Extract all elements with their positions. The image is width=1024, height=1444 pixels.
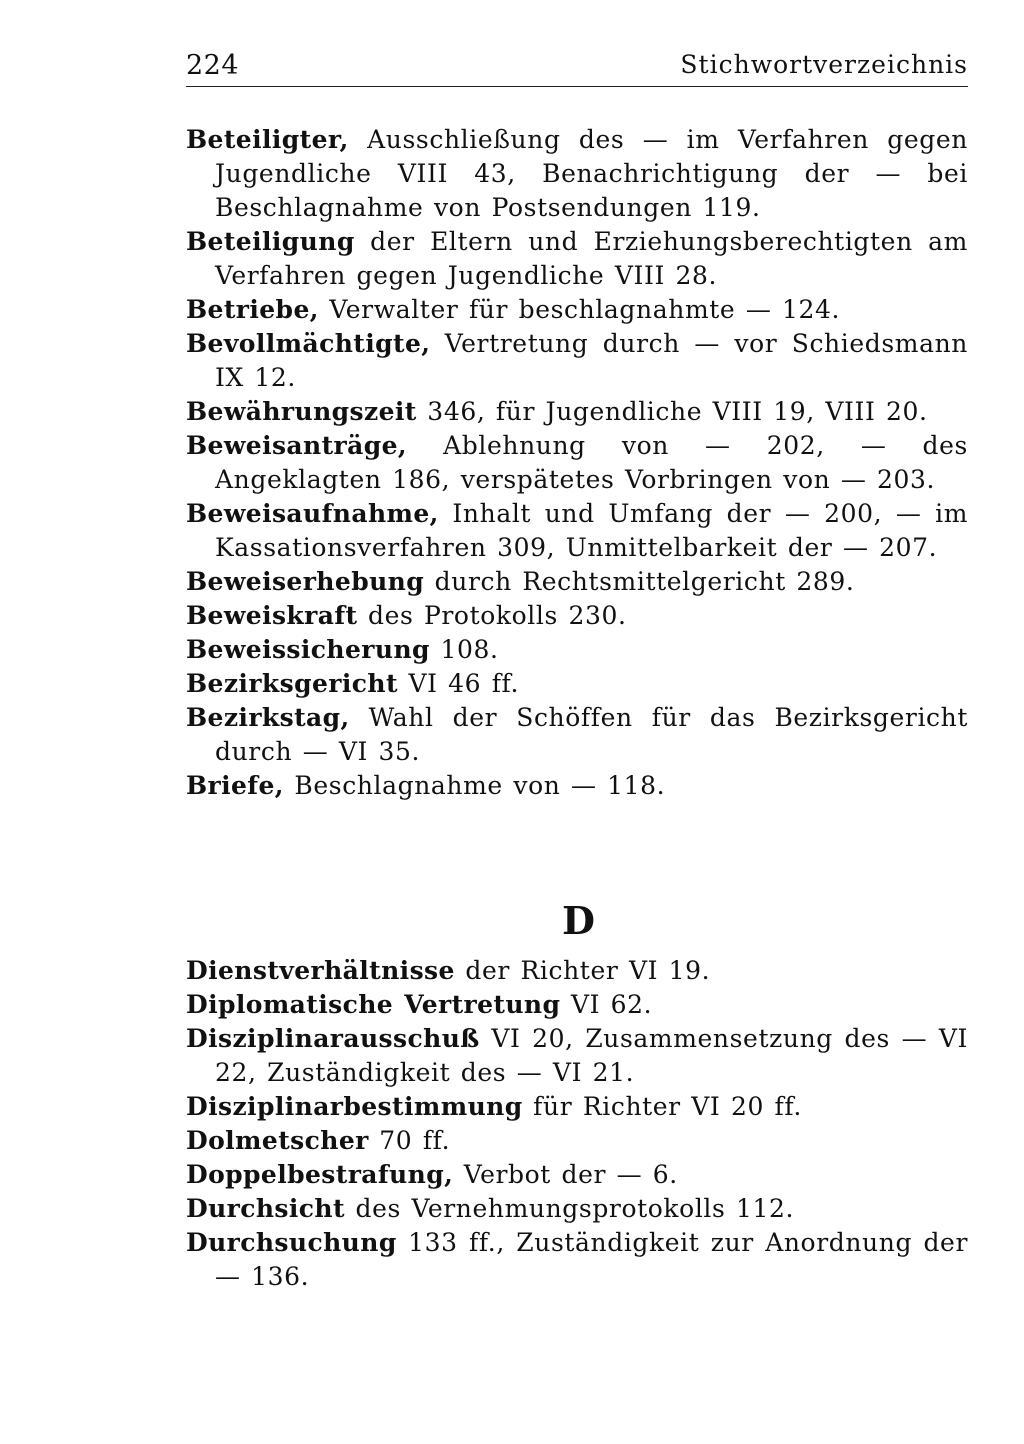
index-entry: [186, 633, 968, 667]
index-text: Vertretung durch — vor Schiedsmann IX 12.: [215, 329, 968, 392]
section-letter-d: D: [562, 898, 595, 943]
index-entry: [186, 599, 968, 633]
index-term: Bewährungszeit: [186, 397, 417, 426]
index-term: Beteiligung: [186, 227, 355, 256]
index-text: 346, für Jugendliche VIII 19, VIII 20.: [416, 397, 928, 426]
index-text: Ablehnung von — 202, — des Angeklagten 186, verspätetes Vorbringen von — 203.: [215, 431, 968, 494]
index-text: Verwalter für beschlagnahmte — 124.: [318, 295, 841, 324]
index-term: Disziplinarbestimmung: [186, 1092, 523, 1121]
index-entry: [186, 667, 968, 701]
index-entry: [186, 954, 968, 988]
index-text: des Protokolls 230.: [357, 601, 627, 630]
index-term: Durchsuchung: [186, 1228, 397, 1257]
index-text: Verbot der — 6.: [453, 1160, 678, 1189]
index-entry: [186, 293, 968, 327]
section-d-entries: [186, 954, 968, 1294]
index-term: Diplomatische Vertretung: [186, 990, 561, 1019]
index-term: Beweisanträge,: [186, 431, 408, 460]
index-entry: [186, 1226, 968, 1294]
index-entry: [186, 1124, 968, 1158]
index-term: Durchsicht: [186, 1194, 345, 1223]
index-term: Beteiligter,: [186, 125, 349, 154]
index-text: der Richter VI 19.: [454, 956, 711, 985]
index-text: Inhalt und Umfang der — 200, — im Kassationsverfahren 309, Unmittelbarkeit der — 207.: [215, 499, 968, 562]
index-term: Dolmetscher: [186, 1126, 369, 1155]
index-text: VI 62.: [560, 990, 653, 1019]
index-entry: [186, 429, 968, 497]
index-entry: [186, 769, 968, 803]
index-term: Disziplinarausschuß: [186, 1024, 480, 1053]
index-text: des Vernehmungsprotokolls 112.: [344, 1194, 795, 1223]
index-text: Beschlagnahme von — 118.: [283, 771, 666, 800]
index-term: Bezirkstag,: [186, 703, 350, 732]
index-term: Beweiskraft: [186, 601, 358, 630]
index-entry: [186, 225, 968, 293]
index-entry: [186, 395, 968, 429]
index-entry: [186, 988, 968, 1022]
index-entry: [186, 565, 968, 599]
index-text: VI 46 ff.: [397, 669, 520, 698]
index-term: Briefe,: [186, 771, 284, 800]
index-term: Beweisaufnahme,: [186, 499, 439, 528]
index-text: VI 20, Zusammensetzung des — VI 22, Zuständigkeit des — VI 21.: [215, 1024, 968, 1087]
index-text: der Eltern und Erziehungsberechtigten am Verfahren gegen Jugendliche VIII 28.: [215, 227, 968, 290]
page-header: [186, 44, 968, 87]
index-entry: [186, 701, 968, 769]
index-text: 70 ff.: [368, 1126, 451, 1155]
index-term: Bevollmächtigte,: [186, 329, 431, 358]
index-entry: [186, 1192, 968, 1226]
index-term: Bezirksgericht: [186, 669, 398, 698]
index-text: für Richter VI 20 ff.: [522, 1092, 802, 1121]
index-entry: [186, 123, 968, 225]
index-text: Ausschließung des — im Verfahren gegen Jugendliche VIII 43, Benachrichtigung der — bei Beschlagnahme von Postsendungen 119.: [215, 125, 968, 222]
index-text: durch Rechtsmittelgericht 289.: [424, 567, 855, 596]
index-entry: [186, 497, 968, 565]
index-term: Beweiserhebung: [186, 567, 425, 596]
index-entry: [186, 327, 968, 395]
index-entry: [186, 1090, 968, 1124]
section-b-entries: [186, 123, 968, 803]
index-text: 108.: [429, 635, 499, 664]
index-term: Beweissicherung: [186, 635, 430, 664]
index-term: Doppelbestrafung,: [186, 1160, 454, 1189]
running-title: Stichwortverzeichnis: [680, 50, 968, 79]
index-text: Wahl der Schöffen für das Bezirksgericht durch — VI 35.: [215, 703, 968, 766]
page-number: 224: [186, 50, 240, 81]
index-term: Dienstverhältnisse: [186, 956, 455, 985]
index-text: 133 ff., Zuständigkeit zur Anordnung der — 136.: [215, 1228, 968, 1291]
index-entry: [186, 1158, 968, 1192]
index-term: Betriebe,: [186, 295, 319, 324]
index-entry: [186, 1022, 968, 1090]
